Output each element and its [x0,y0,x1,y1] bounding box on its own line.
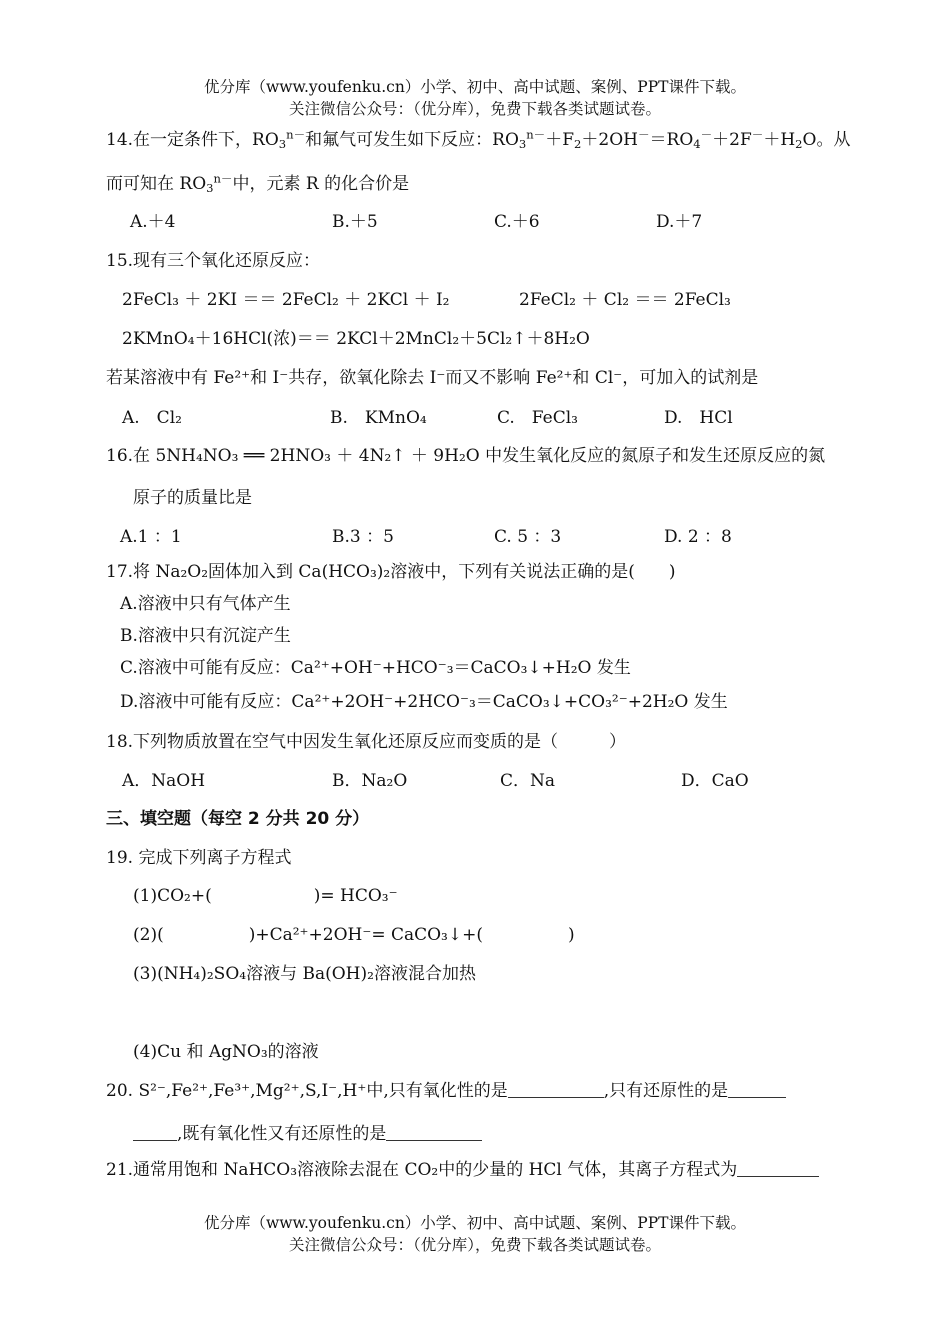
q15-reaction-2: 2FeCl₂ ＋ Cl₂ ＝＝ 2FeCl₃ [519,290,731,310]
question-17-stem: 17.将 Na₂O₂固体加入到 Ca(HCO₃)₂溶液中，下列有关说法正确的是( ) [106,562,676,582]
answer-blank[interactable] [728,1081,786,1098]
answer-blank[interactable] [508,1081,604,1098]
q18-option-b: B．Na₂O [332,771,408,791]
q18-option-d: D．CaO [681,771,749,791]
section-3-title: 三、填空题（每空 2 分共 20 分） [106,809,370,829]
q19-part-2: (2)( )+Ca²⁺+2OH⁻= CaCO₃↓+( ) [133,925,575,945]
question-19-stem: 19. 完成下列离子方程式 [106,848,292,868]
q18-option-c: C．Na [500,771,556,791]
q19-part-1: (1)CO₂+( )= HCO₃⁻ [133,886,398,906]
q17-option-b: B.溶液中只有沉淀产生 [120,626,291,646]
header-line-1: 优分库（www.youfenku.cn）小学、初中、高中试题、案例、PPT课件下载。 [203,78,747,96]
q15-question: 若某溶液中有 Fe²⁺和 I⁻共存，欲氧化除去 I⁻而又不影响 Fe²⁺和 Cl⁻，可加入的试剂是 [106,368,759,388]
question-18-stem: 18.下列物质放置在空气中因发生氧化还原反应而变质的是（ ） [106,732,627,752]
question-20-line-2: ,既有氧化性又有还原性的是 [133,1124,482,1144]
q16-option-b: B.3 ：5 [332,527,394,547]
footer-line-2: 关注微信公众号：（优分库），免费下载各类试题试卷。 [288,1236,661,1254]
q16-option-c: C. 5 ：3 [494,527,562,547]
question-21-line-1: 21.通常用饱和 NaHCO₃溶液除去混在 CO₂中的少量的 HCl 气体，其离子方程式为 [106,1160,819,1180]
q18-option-a: A．NaOH [122,771,206,791]
q15-option-d: D. HCl [664,408,733,428]
q15-option-b: B. KMnO₄ [330,408,427,428]
q17-option-c: C.溶液中可能有反应：Ca²⁺+OH⁻+HCO⁻₃＝CaCO₃↓+H₂O 发生 [120,658,631,678]
answer-blank[interactable] [133,1124,177,1141]
footer-line-1: 优分库（www.youfenku.cn）小学、初中、高中试题、案例、PPT课件下载。 [203,1214,747,1232]
q17-option-a: A.溶液中只有气体产生 [120,594,291,614]
q14-option-c: C.＋6 [494,212,540,232]
q15-option-c: C. FeCl₃ [497,408,578,428]
q19-part-4: (4)Cu 和 AgNO₃的溶液 [133,1042,319,1062]
header-line-2: 关注微信公众号：（优分库），免费下载各类试题试卷。 [288,100,661,118]
question-15-stem: 15.现有三个氧化还原反应： [106,251,321,271]
q15-reaction-3: 2KMnO₄＋16HCl(浓)＝＝ 2KCl＋2MnCl₂＋5Cl₂↑＋8H₂O [122,329,590,349]
answer-blank[interactable] [737,1160,819,1177]
question-20-line-1: 20. S²⁻,Fe²⁺,Fe³⁺,Mg²⁺,S,I⁻,H⁺中,只有氧化性的是 ,只有还原性的是 [106,1081,786,1101]
q17-option-d: D.溶液中可能有反应：Ca²⁺+2OH⁻+2HCO⁻₃＝CaCO₃↓+CO₃²⁻+2H₂O 发生 [120,692,728,712]
q15-option-a: A. Cl₂ [122,408,182,428]
q15-reaction-1: 2FeCl₃ ＋ 2KI ＝＝ 2FeCl₂ ＋ 2KCl ＋ I₂ [122,290,450,310]
q19-part-3: (3)(NH₄)₂SO₄溶液与 Ba(OH)₂溶液混合加热 [133,964,476,984]
q14-option-b: B.＋5 [332,212,378,232]
question-16-line-2: 原子的质量比是 [133,488,252,508]
q14-option-d: D.＋7 [656,212,703,232]
q16-option-a: A.1 ：1 [120,527,182,547]
question-16-line-1: 16.在 5NH₄NO₃ ══ 2HNO₃ ＋ 4N₂↑ ＋ 9H₂O 中发生氧化反应的氮原子和发生还原反应的氮 [106,446,826,466]
question-14-line-2: 而可知在 $RO_3^{n-}$中，元素 R 的化合价是 [106,171,410,195]
question-14-line-1: 14.在一定条件下，$RO_3^{n-}$和氟气可发生如下反应：$RO_3^{n-}+F_2+2OH^-=RO_4^-+2F^-+H_2O$。从 [106,127,851,151]
q16-option-d: D. 2 ：8 [664,527,732,547]
q14-option-a: A.＋4 [130,212,176,232]
answer-blank[interactable] [386,1124,482,1141]
